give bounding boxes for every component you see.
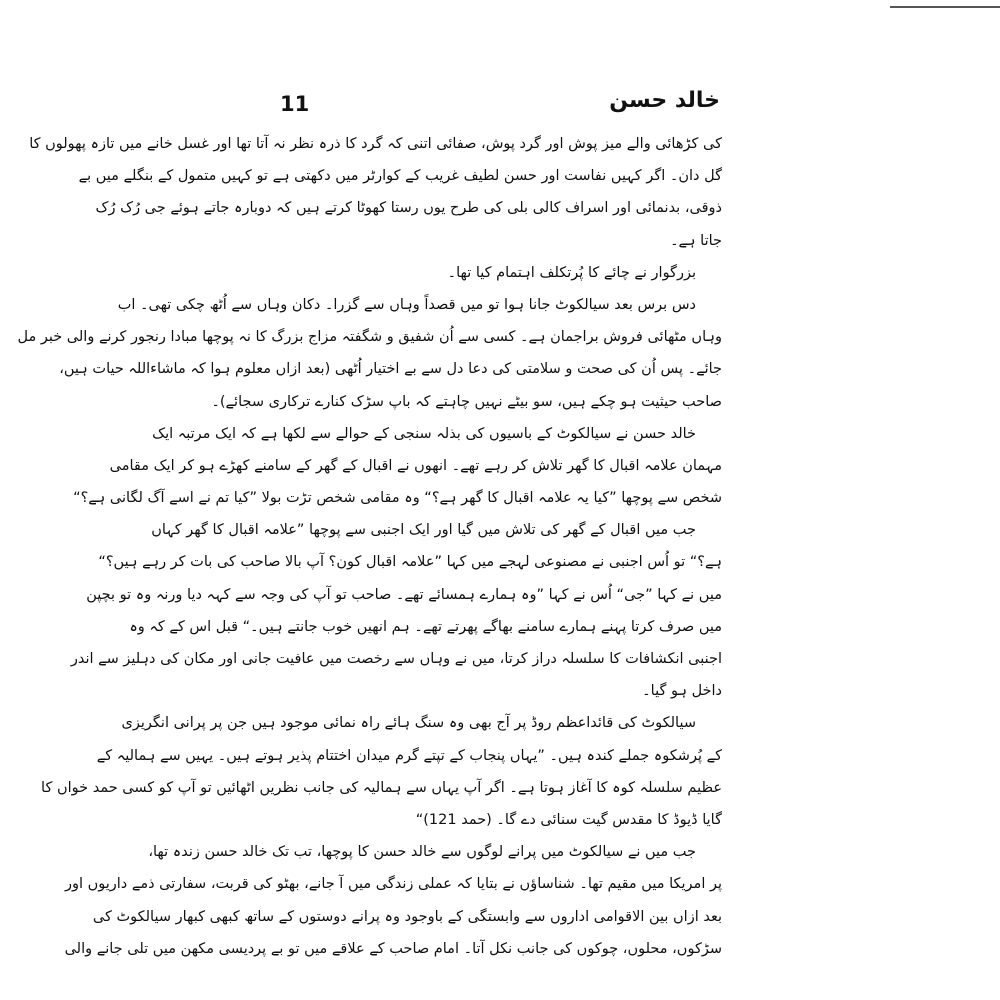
text-line: گایا ڈیوڈ کا مقدس گیت سنائی دے گا۔ (حمد 121)“: [415, 811, 722, 828]
text-line: خالد حسن نے سیالکوٹ کے باسیوں کی بذلہ سنجی کے حوالے سے لکھا ہے کہ ایک مرتبہ ایک: [152, 425, 696, 442]
text-line: بزرگوار نے چائے کا پُرتکلف اہتمام کیا تھا۔: [447, 264, 696, 281]
text-line: کی کڑھائی والے میز پوش اور گرد پوش، صفائی اتنی کہ گرد کا ذرہ نظر نہ آتا تھا اور غسل خانے میں تازہ پھولوں کا: [29, 136, 722, 152]
text-line: صاحب حیثیت ہو چکے ہیں، سو بیٹے نہیں چاہتے کہ باپ سڑک کنارے ترکاری سجائے)۔: [211, 393, 722, 410]
text-line: جائے۔ پس اُن کی صحت و سلامتی کی دعا دل سے بے اختیار اُٹھی (بعد ازاں معلوم ہوا کہ ماشاءاللہ حیات ہیں،: [59, 361, 722, 378]
text-line: عظیم سلسلہ کوہ کا آغاز ہوتا ہے۔ اگر آپ یہاں سے ہمالیہ کی جانب نظریں اٹھائیں تو آپ کو کسی حمد خواں کا: [41, 779, 722, 796]
text-line: داخل ہو گیا۔: [642, 683, 722, 700]
text-line: اجنبی انکشافات کا سلسلہ دراز کرتا، میں نے وہاں سے رخصت میں عافیت جانی اور مکان کی دہلیز سے اندر: [70, 651, 722, 667]
text-line: میں نے کہا ”جی“ اُس نے کہا ”وہ ہمارے ہمسائے تھے۔ صاحب تو آپ کی وجہ سے کہہ دیا ورنہ وہ تو بچپن: [86, 586, 722, 603]
text-line: ذوقی، بدنمائی اور اسراف کالی بلی کی طرح یوں رستا کھوٹا کرتے ہیں کہ دوبارہ جاتے ہوئے جی رُک رُک: [95, 200, 722, 217]
text-line: کے پُرشکوہ جملے کندہ ہیں۔ ”یہاں پنجاب کے تپتے گرم میدان اختتام پذیر ہوتے ہیں۔ یہیں سے ہمالیہ کے: [96, 747, 722, 764]
body-text: [17, 128, 722, 965]
text-line: سیالکوٹ کی قائداعظم روڈ پر آج بھی وہ سنگ ہائے راہ نمائی موجود ہیں جن پر پرانی انگریزی: [121, 715, 696, 732]
text-line: گل دان۔ اگر کہیں نفاست اور حسن لطیف غریب کے کوارٹر میں دکھتی ہے تو کہیں متمول کے بنگلے میں بے: [78, 168, 722, 185]
text-line: ہے؟“ تو اُس اجنبی نے مصنوعی لہجے میں کہا ”علامہ اقبال کون؟ آپ بالا صاحب کی بات کر رہے ہیں؟“: [98, 554, 722, 571]
text-line: پر امریکا میں مقیم تھا۔ شناساؤں نے بتایا کہ عملی زندگی میں آ جانے، بھٹو کی قربت، سفارتی ذمے داریوں اور: [64, 876, 722, 893]
text-line: دس برس بعد سیالکوٹ جانا ہوا تو میں قصداً وہاں سے گزرا۔ دکان وہاں سے اُٹھ چکی تھی۔ اب: [117, 296, 696, 313]
text-line: مہمان علامہ اقبال کا گھر تلاش کر رہے تھے۔ انھوں نے اقبال کے گھر کے سامنے کھڑے ہو کر ایک مقامی: [109, 457, 722, 474]
running-title: خالد حسن: [609, 88, 720, 113]
text-line: میں صرف کرتا پہنے ہمارے سامنے بھاگے پھرتے تھے۔ ہم انھیں خوب جانتے ہیں۔“ قبل اس کے کہ وہ: [129, 618, 722, 635]
text-line: وہاں مٹھائی فروش براجمان ہے۔ کسی سے اُن شفیق و شگفتہ مزاج بزرگ کا نہ پوچھا مبادا رنجور کرنے والی خبر مل: [17, 329, 722, 346]
text-line: جب میں اقبال کے گھر کی تلاش میں گیا اور ایک اجنبی سے پوچھا ”علامہ اقبال کا گھر کہاں: [151, 522, 696, 539]
text-line: جاتا ہے۔: [670, 232, 722, 249]
text-line: جب میں نے سیالکوٹ میں پرانے لوگوں سے خالد حسن کا پوچھا، تب تک خالد حسن زندہ تھا،: [148, 844, 696, 861]
page-header: [280, 88, 720, 132]
text-line: بعد ازاں بین الاقوامی اداروں سے وابستگی کے باوجود وہ پرانے دوستوں کے ساتھ کبھی کبھار سیالکوٹ کی: [92, 908, 722, 925]
top-edge-rule: [890, 6, 1000, 8]
text-line: سڑکوں، محلوں، چوکوں کی جانب نکل آتا۔ امام صاحب کے علاقے میں تو بے پردیسی مکھن میں تلی جانے والی: [64, 940, 722, 957]
text-line: شخص سے پوچھا ”کیا یہ علامہ اقبال کا گھر ہے؟“ وہ مقامی شخص تڑت بولا ”کیا تم نے اسے آگ لگانی ہے؟“: [73, 490, 722, 507]
page-number: 11: [280, 92, 310, 116]
